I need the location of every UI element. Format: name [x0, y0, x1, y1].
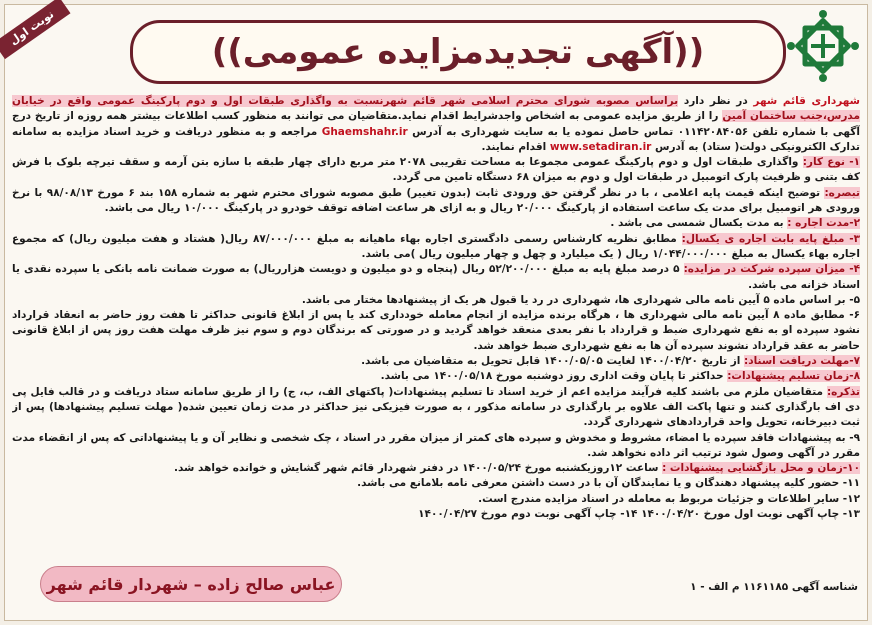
item-7: [12, 354, 860, 369]
item-1: [12, 155, 860, 186]
item-7-label: ۷-مهلت دریافت اسناد:: [744, 355, 860, 368]
item-11: ۱۱- حضور کلیه پیشنهاد دهندگان و یا نمایندگان آن با در دست داشتن معرفی نامه بلامانع می باشد.: [357, 477, 860, 490]
item-14: ۱۴- چاپ آگهی نوبت دوم مورخ ۱۴۰۰/۰۴/۲۷: [418, 508, 642, 521]
signature-banner: [40, 566, 342, 602]
item-3: [12, 232, 860, 263]
reminder-text: متقاضیان ملزم می باشند کلیه فرآیند مزایده اعم از خرید اسناد تا تسلیم پیشنهادات( پاکتهای الف، ب، ج) را از طریق سامانه ستاد دریافت و در قالب فایل پی دی اف بارگذاری کنند و تنها پاکت الف علاوه بر بارگذاری در سامانه مذکور ، به صورت فیزیکی نیز حداکثر در مدت زمان تعیین شده( مهلت تسلیم پیشنهادها) پس از ثبت دبیرخانه، تحویل واحد قراردادهای شهرداری گردد.: [12, 385, 860, 429]
item-8: [12, 369, 860, 384]
item-12: ۱۲- سایر اطلاعات و جزئیات مربوط به معامله در اسناد مزایده مندرج است.: [478, 492, 860, 505]
note-label: تبصره:: [824, 186, 860, 199]
item-2-label: ۲-مدت اجاره :: [787, 217, 860, 230]
signature-text: عباس صالح زاده – شهردار قائم شهر: [46, 574, 336, 594]
municipality-logo-icon: [783, 6, 863, 86]
item-10-text: ساعت ۱۲روزیکشنبه مورخ ۱۴۰۰/۰۵/۲۴ در دفتر شهردار قائم شهر گشایش و خوانده خواهد شد.: [173, 462, 663, 475]
note: [12, 186, 860, 217]
item-1-text: واگذاری طبقات اول و دوم پارکینگ عمومی مجموعا به مساحت تقریبی ۲۰۷۸ متر مربع دارای چهار طبقه با سازه بتن آرمه و سقف تیرچه بلوک با فرش کف بتنی و ظرفیت پارک اتومبیل در طبقات اول و دوم به میزان ۶۸ دستگاه تامین می گردد.: [12, 156, 860, 184]
item-3-label: ۳- مبلغ پایه بابت اجاره ی یکسال:: [681, 232, 860, 245]
ad-id: شناسه آگهی ۱۱۶۱۱۸۵ م الف - ۱: [690, 581, 858, 593]
item-8-text: حداکثر تا پایان وقت اداری روز دوشنبه مورخ ۱۴۰۰/۰۵/۱۸ می باشد.: [380, 370, 728, 383]
item-13: ۱۳- چاپ آگهی نوبت اول مورخ ۱۴۰۰/۰۴/۲۰: [641, 508, 860, 521]
item-10-label: ۱۰-زمان و محل بازگشایی پیشنهادات :: [662, 462, 860, 475]
reminder-label: تذکره:: [826, 385, 860, 398]
title-box: [130, 20, 786, 84]
item-13-14: [12, 507, 860, 522]
intro-text-4: اقدام نمایند.: [481, 140, 550, 153]
item-4-label: ۴- میزان سپرده شرکت در مزایده:: [683, 263, 860, 276]
intro-paragraph: [12, 94, 860, 155]
notice-body: [12, 94, 860, 574]
item-6: ۶- مطابق ماده ۸ آیین نامه مالی شهرداری ها ، هرگاه برنده مزایده از انجام معامله خودداری کند یا پس از ابلاغ قانونی حداکثر تا هفت روز حاضر به انعقاد قرارداد نشود سپرده او به نفع شهرداری ضبط و قرارداد با نفر بعدی منعقد خواهد گردید و در صورتی که برندگان دوم و سوم نیز ظرف مهلت هفت روز پس از ابلاغ قانونی حاضر به عقد قرارداد نشوند سپرده آن ها به نفع شهرداری ضبط خواهد شد.: [12, 309, 860, 352]
item-10: [12, 461, 860, 476]
item-1-label: ۱- نوع کار:: [802, 156, 860, 169]
item-7-text: از تاریخ ۱۴۰۰/۰۴/۲۰ لغایت ۱۴۰۰/۰۵/۰۵ قابل تحویل به متقاضیان می باشد.: [361, 355, 745, 368]
org-name: شهرداری قائم شهر: [753, 95, 860, 107]
item-3-text: مطابق نظریه کارشناس رسمی دادگستری اجاره بهاء ماهیانه به مبلغ ۸۷/۰۰۰/۰۰۰ ریال( هشتاد و هفت میلیون ریال) که مجموع اجاره بهاء یکسال به مبلغ ۱/۰۴۴/۰۰۰/۰۰۰ ریال ( یک میلیارد و چهل و چهار میلیون ریال )می باشد.: [12, 232, 860, 260]
item-4: [12, 262, 860, 293]
item-5: ۵- بر اساس ماده ۵ آیین نامه مالی شهرداری ها، شهرداری در رد یا قبول هر یک از پیشنهادها مختار می باشد.: [301, 293, 860, 306]
setad-link[interactable]: www.setadiran.ir: [549, 140, 652, 153]
item-9: ۹- به پیشنهادات فاقد سپرده یا امضاء، مشروط و مخدوش و سپرده های کمتر از میزان مقرر در اسناد ، چک شخصی و نظایر آن و یا پیشنهاداتی که پس از انقضاء مدت مقرر در آگهی وصول شود ترتیب اثر داده نخواهد شد.: [12, 431, 860, 459]
item-2: [12, 216, 860, 231]
item-2-text: به مدت یکسال شمسی می باشد .: [610, 217, 788, 230]
ribbon-badge: نوبت اول: [0, 0, 71, 59]
header: [0, 0, 872, 92]
reminder: [12, 385, 860, 431]
page-title: ((آگهی تجدیدمزایده عمومی)): [211, 32, 705, 72]
intro-text-1: در نظر دارد: [683, 95, 754, 107]
item-4-text: ۵ درصد مبلغ پایه به مبلغ ۵۲/۲۰۰/۰۰۰ ریال (پنجاه و دو میلیون و دویست هزارریال) به صورت ضمانت نامه بانکی یا سپرده نقدی یا اسناد خزانه می باشد.: [12, 263, 860, 291]
intro-highlight: براساس مصوبه شورای محترم اسلامی شهر قائم شهرنسبت به واگذاری طبقات اول و دوم پارکینگ عمومی واقع در خیابان مدرس،جنب ساختمان آمین: [12, 95, 860, 123]
intro-text-2: را از طریق مزایده عمومی به اشخاص واجدشرایط اقدام نماید.متقاضیان می توانند به منظور کسب اطلاعات بیشتر همه روزه از تاریخ درج آگهی با شماره تلفن ۰۱۱۴۲۰۸۴۰۵۶ تماس حاصل نموده یا به سایت شهرداری به آدرس: [12, 110, 860, 138]
intro-text-3: مراجعه و به منظور دریافت و خرید اسناد مزایده به سامانه تدارک الکترونیکی دولت( ستاد) به آدرس: [12, 125, 860, 153]
website-link[interactable]: Ghaemshahr.ir: [321, 125, 408, 138]
item-8-label: ۸-زمان تسلیم پیشنهادات:: [727, 370, 860, 383]
note-text: توضیح اینکه قیمت پایه اعلامی ، با در نظر گرفتن حق ورودی ثابت (بدون تغییر) طبق مصوبه شورای محترم شهر به شماره ۱۵۸ بند ۶ مورخ ۹۸/۰۸/۱۳ با نرخ ورودی هر اتومبیل برای مدت یک ساعت استفاده از پارکینگ ۲۰/۰۰۰ ریال و به ازای هر ساعت اضافه توقف خودرو در پارکینگ ۱۰/۰۰۰ ریال می باشد.: [12, 186, 860, 215]
